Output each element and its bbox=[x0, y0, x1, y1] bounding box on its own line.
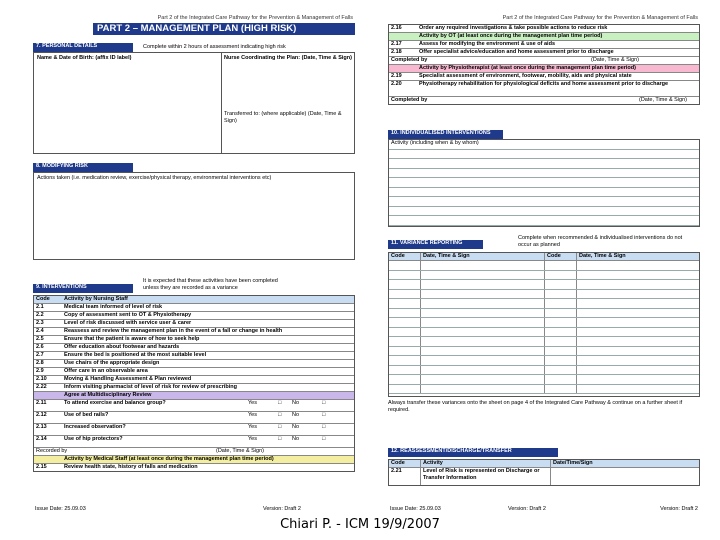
individualised-blank-line[interactable] bbox=[389, 169, 699, 179]
individualised-blank-line[interactable] bbox=[389, 207, 699, 217]
row-text: Use chairs of the appropriate design bbox=[64, 360, 160, 366]
no-label: No bbox=[292, 424, 300, 430]
right-page bbox=[388, 15, 700, 515]
medical-row-code: 2.15 bbox=[36, 464, 47, 470]
individualised-blank-line[interactable] bbox=[389, 178, 699, 188]
variance-note: Complete when recommended & individualised interventions do not occur as planned bbox=[518, 235, 683, 248]
no-label: No bbox=[292, 412, 300, 418]
no-checkbox[interactable]: □ bbox=[322, 400, 326, 406]
mdt-question-row bbox=[34, 436, 354, 448]
right-footer-version: Version: Draft 2 bbox=[508, 506, 546, 512]
personal-details-section bbox=[33, 43, 355, 154]
personal-details-note: Complete within 2 hours of assessment indicating high risk bbox=[143, 44, 286, 50]
yes-label: Yes bbox=[248, 412, 257, 418]
completed-sign-label: (Date, Time & Sign) bbox=[639, 97, 687, 103]
physio-heading: Activity by Physiotherapist (at least once during the management plan time period) bbox=[419, 65, 636, 71]
personal-details-heading: 7. PERSONAL DETAILS bbox=[33, 43, 133, 52]
intervention-row bbox=[34, 336, 354, 344]
mdt-heading: Agree at Multidisciplinary Review bbox=[64, 392, 152, 398]
individualised-blank-line[interactable] bbox=[389, 150, 699, 160]
row-text: Inform visiting pharmacist of level of risk for review of prescribing bbox=[64, 384, 237, 390]
variance-blank-row[interactable] bbox=[389, 337, 699, 347]
variance-blank-row[interactable] bbox=[389, 375, 699, 385]
recorded-by-row bbox=[34, 448, 354, 456]
variance-blank-row[interactable] bbox=[389, 309, 699, 319]
row-2-19 bbox=[389, 73, 699, 81]
row-code: 2.7 bbox=[36, 352, 44, 358]
row-code: 2.12 bbox=[36, 412, 47, 418]
reassessment-header-row bbox=[389, 460, 699, 468]
medical-row-text: Review health state, history of falls and medication bbox=[64, 464, 198, 470]
row-text: Use of hip protectors? bbox=[64, 436, 123, 442]
row-code: 2.20 bbox=[391, 81, 402, 87]
row-text: Order any required investigations & take possible actions to reduce risk bbox=[419, 25, 608, 31]
left-footer-version: Version: Draft 2 bbox=[263, 506, 301, 512]
recorded-sign-label: (Date, Time & Sign) bbox=[216, 448, 264, 454]
row-text: Copy of assessment sent to OT & Physiotherapy bbox=[64, 312, 192, 318]
row-code: 2.18 bbox=[391, 49, 402, 55]
variance-header-row bbox=[389, 253, 699, 261]
reassessment-row bbox=[389, 468, 699, 485]
medical-row bbox=[34, 464, 354, 471]
row-text: Physiotherapy rehabilitation for physiological deficits and home assessment prior to discharge bbox=[419, 81, 669, 87]
intervention-row bbox=[34, 328, 354, 336]
modifying-risk-box bbox=[33, 172, 355, 260]
reassess-col-date: Date/Time/Sign bbox=[553, 460, 593, 466]
row-code: 2.6 bbox=[36, 344, 44, 350]
row-text: To attend exercise and balance group? bbox=[64, 400, 166, 406]
individualised-activity-label: Activity (including when & by whom) bbox=[389, 140, 699, 150]
row-text: Ensure the bed is positioned at the most suitable level bbox=[64, 352, 207, 358]
transferred-to-label: Transferred to: (where applicable) (Date, Time & Sign) bbox=[224, 111, 342, 124]
physio-heading-row bbox=[389, 65, 699, 73]
ot-heading: Activity by OT (at least once during the management plan time period) bbox=[419, 33, 603, 39]
intervention-row bbox=[34, 352, 354, 360]
modifying-risk-heading: 8. MODIFYING RISK bbox=[33, 163, 133, 172]
row-code: 2.17 bbox=[391, 41, 402, 47]
no-checkbox[interactable]: □ bbox=[322, 424, 326, 430]
row-code: 2.11 bbox=[36, 400, 47, 406]
row-code: 2.3 bbox=[36, 320, 44, 326]
individualised-heading: 10. INDIVIDUALISED INTERVENTIONS bbox=[388, 130, 503, 139]
row-2-18 bbox=[389, 49, 699, 57]
interventions-table bbox=[33, 295, 355, 472]
yes-checkbox[interactable]: □ bbox=[278, 436, 282, 442]
intervention-row bbox=[34, 344, 354, 352]
reassess-row-text: Level of Risk is represented on Discharge or Transfer Information bbox=[421, 468, 551, 485]
intervention-row bbox=[34, 320, 354, 328]
row-text: Offer care in an observable area bbox=[64, 368, 148, 374]
yes-label: Yes bbox=[248, 424, 257, 430]
reassessment-section bbox=[388, 448, 700, 486]
variance-heading: 11. VARIANCE REPORTING bbox=[388, 240, 483, 249]
no-label: No bbox=[292, 400, 300, 406]
variance-blank-row[interactable] bbox=[389, 290, 699, 300]
mdt-question-row bbox=[34, 424, 354, 436]
actions-taken-label: Actions taken (i.e. medication review, exercise/physical therapy, environmental interventions etc) bbox=[37, 175, 272, 181]
completed-by-label: Completed by bbox=[391, 57, 428, 63]
variance-transfer-note: Always transfer these variances onto the sheet on page 4 of the Integrated Care Pathway & continue on a further sheet if required. bbox=[388, 400, 683, 413]
row-text: Assess for modifying the environment & use of aids bbox=[419, 41, 555, 47]
row-text: Level of risk discussed with service user & carer bbox=[64, 320, 192, 326]
individualised-box bbox=[388, 139, 700, 227]
reassessment-heading: 12. REASSESSMENT/DISCHARGE/TRANSFER bbox=[388, 448, 558, 457]
mdt-question-row bbox=[34, 400, 354, 412]
row-text: Reassess and review the management plan in the event of a fall or change in health bbox=[64, 328, 283, 334]
variance-blank-row[interactable] bbox=[389, 347, 699, 357]
recorded-by-label: Recorded by bbox=[36, 448, 68, 454]
row-text: Offer education about footwear and hazards bbox=[64, 344, 180, 350]
yes-checkbox[interactable]: □ bbox=[278, 400, 282, 406]
medical-heading: Activity by Medical Staff (at least once during the management plan time period) bbox=[64, 456, 274, 462]
row-code: 2.10 bbox=[36, 376, 47, 382]
nurse-coordinating-label: Nurse Coordinating the Plan: (Date, Time & Sign) bbox=[224, 55, 352, 61]
mdt-heading-row bbox=[34, 392, 354, 400]
row-text: Medical team informed of level of risk bbox=[64, 304, 163, 310]
row-code: 2.8 bbox=[36, 360, 44, 366]
row-text: Use of bed rails? bbox=[64, 412, 109, 418]
intervention-row bbox=[34, 384, 354, 392]
variance-blank-row[interactable] bbox=[389, 271, 699, 281]
col-code: Code bbox=[36, 296, 50, 302]
row-code: 2.22 bbox=[36, 384, 47, 390]
variance-blank-row[interactable] bbox=[389, 385, 699, 395]
medical-heading-row bbox=[34, 456, 354, 464]
page-title: PART 2 – MANAGEMENT PLAN (HIGH RISK) bbox=[93, 23, 355, 35]
left-page bbox=[33, 15, 355, 515]
row-2-20 bbox=[389, 81, 699, 97]
variance-blank-row[interactable] bbox=[389, 356, 699, 366]
modifying-risk-section bbox=[33, 163, 355, 260]
intervention-row bbox=[34, 368, 354, 376]
row-code: 2.19 bbox=[391, 73, 402, 79]
variance-col-date: Date, Time & Sign bbox=[421, 253, 545, 260]
row-code: 2.14 bbox=[36, 436, 47, 442]
interventions-section bbox=[33, 278, 355, 472]
row-text: Increased observation? bbox=[64, 424, 126, 430]
individualised-blank-line[interactable] bbox=[389, 197, 699, 207]
pathway-activities-table bbox=[388, 24, 700, 105]
reassess-row-code: 2.21 bbox=[389, 468, 421, 485]
reassessment-table bbox=[388, 459, 700, 486]
yes-label: Yes bbox=[248, 436, 257, 442]
intervention-row bbox=[34, 312, 354, 320]
completed-by-label: Completed by bbox=[391, 97, 428, 103]
variance-col-code-2: Code bbox=[545, 253, 577, 260]
interventions-heading: 9. INTERVENTIONS bbox=[33, 284, 133, 293]
yes-checkbox[interactable]: □ bbox=[278, 424, 282, 430]
variance-blank-row[interactable] bbox=[389, 299, 699, 309]
no-checkbox[interactable]: □ bbox=[322, 412, 326, 418]
yes-label: Yes bbox=[248, 400, 257, 406]
variance-col-date-2: Date, Time & Sign bbox=[579, 253, 626, 259]
personal-details-box bbox=[33, 52, 355, 154]
interventions-note: It is expected that these activities have been completed unless they are recorded as a variance bbox=[143, 278, 278, 291]
variance-blank-row[interactable] bbox=[389, 318, 699, 328]
yes-checkbox[interactable]: □ bbox=[278, 412, 282, 418]
row-code: 2.5 bbox=[36, 336, 44, 342]
variance-table bbox=[388, 252, 700, 397]
row-code: 2.9 bbox=[36, 368, 44, 374]
variance-blank-row[interactable] bbox=[389, 280, 699, 290]
interventions-header-row bbox=[34, 296, 354, 304]
right-footer-version-2: Version: Draft 2 bbox=[660, 506, 698, 512]
col-activity: Activity by Nursing Staff bbox=[64, 296, 128, 302]
variance-col-code: Code bbox=[389, 253, 421, 260]
slide-caption: Chiari P. - ICM 19/9/2007 bbox=[280, 517, 440, 532]
left-footer-issue: Issue Date: 25.09.03 bbox=[35, 506, 86, 512]
row-text: Moving & Handling Assessment & Plan reviewed bbox=[64, 376, 192, 382]
row-2-16 bbox=[389, 25, 699, 33]
row-text: Specialist assessment of environment, footwear, mobility, aids and physical state bbox=[419, 73, 632, 79]
intervention-row bbox=[34, 376, 354, 384]
row-2-17 bbox=[389, 41, 699, 49]
variance-blank-row[interactable] bbox=[389, 328, 699, 338]
right-running-header: Part 2 of the Integrated Care Pathway for the Prevention & Management of Falls bbox=[502, 15, 698, 21]
ot-completed-row bbox=[389, 57, 699, 65]
individualised-blank-line[interactable] bbox=[389, 188, 699, 198]
mdt-question-row bbox=[34, 412, 354, 424]
left-running-header: Part 2 of the Integrated Care Pathway for the Prevention & Management of Falls bbox=[157, 15, 353, 21]
row-code: 2.13 bbox=[36, 424, 47, 430]
physio-completed-row bbox=[389, 97, 699, 104]
intervention-row bbox=[34, 360, 354, 368]
row-code: 2.16 bbox=[391, 25, 402, 31]
row-text: Offer specialist advice/education and home assessment prior to discharge bbox=[419, 49, 614, 55]
row-code: 2.4 bbox=[36, 328, 44, 334]
variance-blank-row[interactable] bbox=[389, 366, 699, 376]
row-code: 2.1 bbox=[36, 304, 44, 310]
completed-sign-label: (Date, Time & Sign) bbox=[591, 57, 639, 63]
row-code: 2.2 bbox=[36, 312, 44, 318]
individualised-blank-line[interactable] bbox=[389, 216, 699, 226]
no-label: No bbox=[292, 436, 300, 442]
right-footer-issue: Issue Date: 25.09.03 bbox=[390, 506, 441, 512]
name-dob-label: Name & Date of Birth: (affix ID label) bbox=[37, 55, 132, 61]
variance-blank-row[interactable] bbox=[389, 261, 699, 271]
individualised-section bbox=[388, 130, 700, 227]
ot-heading-row bbox=[389, 33, 699, 41]
no-checkbox[interactable]: □ bbox=[322, 436, 326, 442]
row-text: Ensure that the patient is aware of how to seek help bbox=[64, 336, 200, 342]
intervention-row bbox=[34, 304, 354, 312]
individualised-blank-line[interactable] bbox=[389, 159, 699, 169]
reassess-col-code: Code bbox=[389, 460, 421, 467]
reassess-col-activity: Activity bbox=[421, 460, 551, 467]
variance-section bbox=[388, 235, 700, 414]
